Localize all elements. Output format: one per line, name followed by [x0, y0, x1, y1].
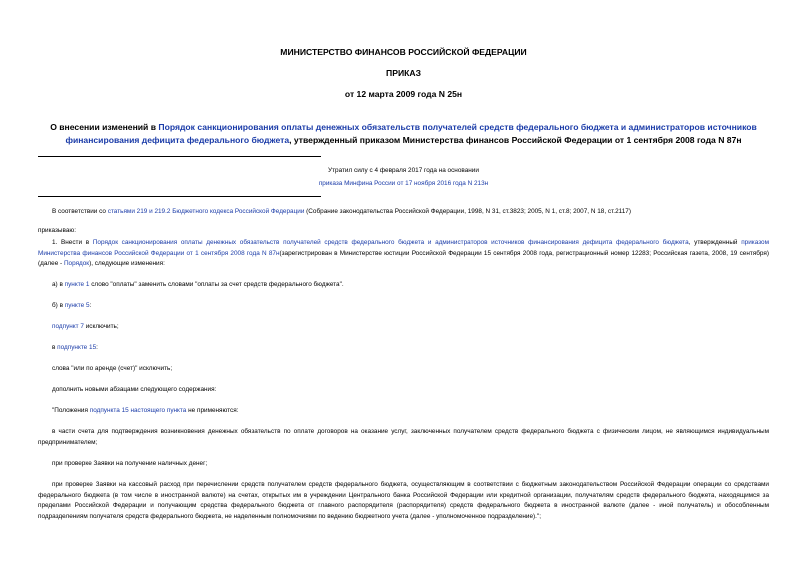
- title-order-link[interactable]: Порядок санкционирования оплаты денежных обязательств получателей средств федерального бюджета и администраторов источников финансирования дефицита федерального бюджета: [65, 122, 757, 145]
- point-5-link[interactable]: пункте 5: [64, 302, 90, 309]
- item-a-text-end: слово "оплаты" заменить словами "оплаты за счет средств федерального бюджета".: [89, 281, 344, 288]
- paragraph-cash-request: при проверке Заявки на получение наличных денег;: [52, 460, 208, 467]
- title-suffix: , утвержденный приказом Министерства финансов Российской Федерации от 1 сентября 2008 года N 87н: [289, 135, 742, 145]
- item-b-text-start: б) в: [52, 302, 65, 309]
- paragraph-exclude-words: слова "или по аренде (счет)" исключить;: [52, 365, 173, 372]
- basis-text-end: (Собрание законодательства Российской Федерации, 1998, N 31, ст.3823; 2005, N 1, ст.8; 2007, N 18, ст.2117): [304, 208, 631, 215]
- item1-text-c: (зарегистрирован в Министерстве юстиции Российской Федерации 15 сентября 2008 года, регистрационный номер 12283; Российская газета, 2008, 19 сентября) (далее -: [38, 249, 769, 267]
- paragraph-order-word: приказываю:: [38, 227, 76, 234]
- paragraph-item-a: [52, 280, 783, 291]
- bottom-divider: [38, 196, 321, 197]
- top-divider: [38, 156, 321, 157]
- procedure-link[interactable]: Порядок санкционирования оплаты денежных обязательств получателей средств федерального бюджета и администраторов источников финансирования дефицита федерального бюджета: [92, 239, 689, 246]
- status-note-link[interactable]: приказа Минфина России от 17 ноября 2016 года N 213н: [318, 180, 489, 187]
- budget-code-link[interactable]: статьями 219 и 219.2 Бюджетного кодекса Российской Федерации: [107, 208, 305, 215]
- item1-text-b: , утвержденный: [688, 239, 742, 246]
- paragraph-subpoint-7: [52, 322, 783, 333]
- paragraph-services-contracts: в части счета для подтверждения возникновения денежных обязательств по оплате договоров на оказание услуг, заключенных получателем средств федерального бюджета с физическим лицом, не являющимся индивидуальным предпринимателем;: [38, 428, 769, 446]
- paragraph-basis: [52, 207, 783, 218]
- subpoint-15-text-start: в: [52, 344, 58, 351]
- title-prefix: О внесении изменений в: [50, 122, 159, 132]
- provisions-text-start: "Положения: [52, 407, 90, 414]
- doc-type-heading: ПРИКАЗ: [386, 68, 421, 78]
- subpoint-7-text: исключить;: [83, 323, 119, 330]
- item-a-text-start: а) в: [52, 281, 65, 288]
- status-note-text: Утратил силу с 4 февраля 2017 года на основании: [328, 167, 479, 174]
- item1-text-d: ), следующие изменения:: [89, 260, 165, 267]
- subpoint-15-link[interactable]: подпункте 15: [57, 344, 97, 351]
- paragraph-expense-request: при проверке Заявки на кассовый расход при перечислении средств получателем средств федерального бюджета, осуществляющим в соответствии с бюджетным законодательством Российской Федерации операции со средствами федерального бюджета (в том числе в иностранной валюте) на счетах, открытых им в учреждении Центрального банка Российской Федерации или кредитной организации, получателям средств федерального бюджета, находящимся за пределами Российской Федерации и получающим средства федерального бюджета от главного распорядителя (распорядителя) средств федерального бюджета в иностранной валюте (далее - иной получатель) и обособленным подразделениям получателя средств федерального бюджета, не наделенным полномочиями по ведению бюджетного учета (далее - уполномоченное подразделение).";: [38, 481, 769, 520]
- subpoint-15-text-end: :: [96, 344, 98, 351]
- date-number-heading: от 12 марта 2009 года N 25н: [344, 89, 463, 99]
- point-1-link[interactable]: пункте 1: [64, 281, 90, 288]
- provisions-text-end: не применяются:: [186, 407, 239, 414]
- basis-text-start: В соответствии со: [52, 208, 108, 215]
- subpoint-15-this-point-link[interactable]: подпункта 15 настоящего пункта: [89, 407, 187, 414]
- paragraph-item-1: [38, 238, 769, 270]
- order-87n-link[interactable]: приказом Министерства финансов Российской Федерации от 1 сентября 2008 года N 87н: [38, 239, 769, 257]
- procedure-short-link[interactable]: Порядок: [63, 260, 90, 267]
- paragraph-provisions: [52, 406, 783, 417]
- ministry-heading: МИНИСТЕРСТВО ФИНАНСОВ РОССИЙСКОЙ ФЕДЕРАЦИИ: [280, 47, 527, 57]
- item1-text-a: 1. Внести в: [52, 239, 93, 246]
- paragraph-add-clauses: дополнить новыми абзацами следующего содержания:: [52, 386, 217, 393]
- paragraph-item-b: [52, 301, 783, 312]
- paragraph-subpoint-15: [52, 343, 783, 354]
- subpoint-7-link[interactable]: подпункт 7: [52, 323, 84, 330]
- item-b-text-end: :: [89, 302, 92, 309]
- document-title: [38, 121, 769, 147]
